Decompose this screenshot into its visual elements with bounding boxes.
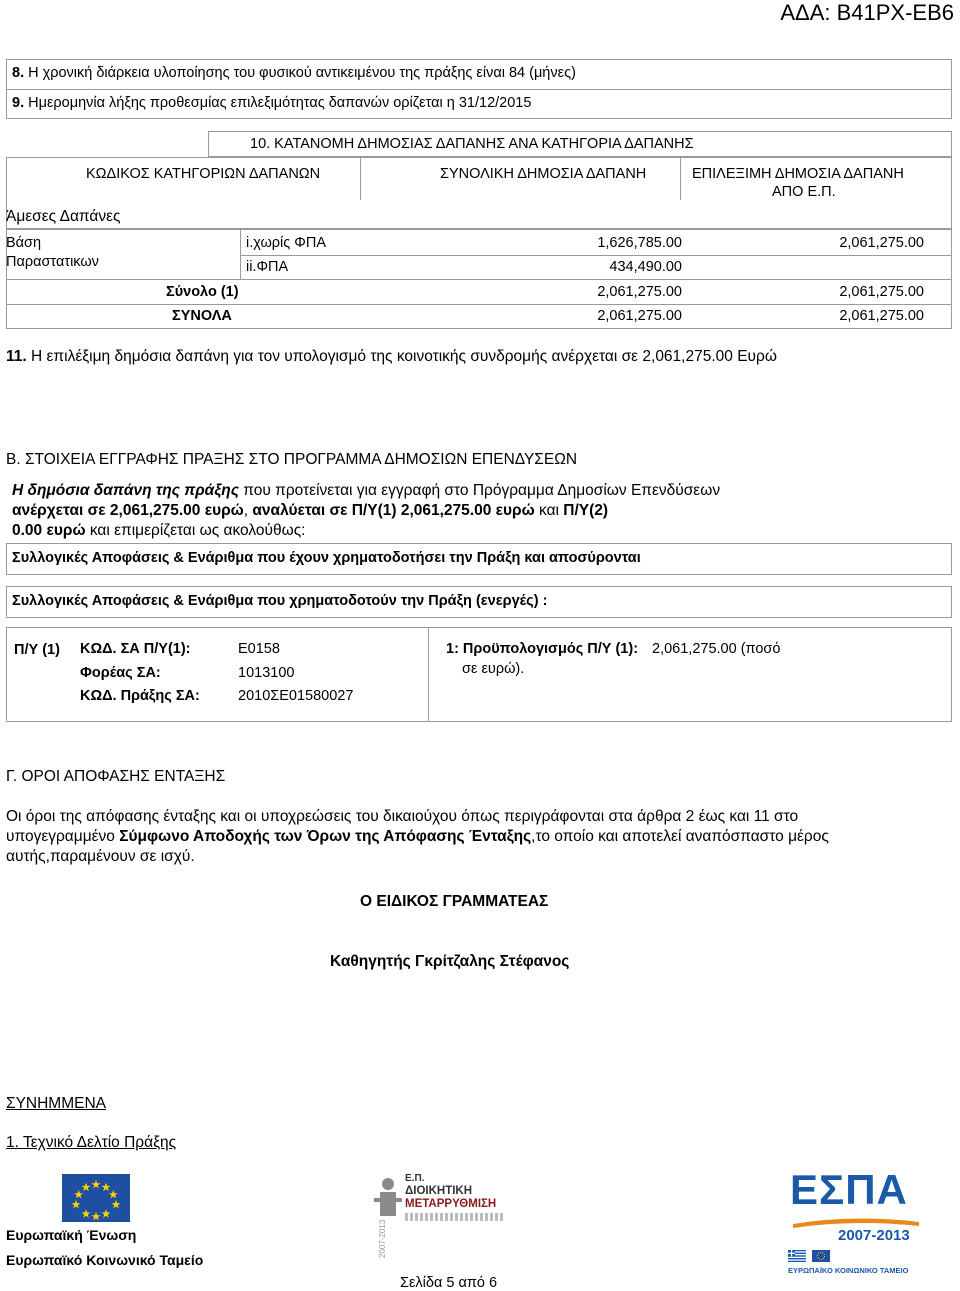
direct-costs-label: Άμεσες Δαπάνες (6, 208, 121, 225)
withdrawn-decisions-label: Συλλογικές Αποφάσεις & Ενάριθμα που έχουν χρηματοδοτήσει την Πράξη και αποσύρονται (12, 550, 641, 566)
page-number: Σελίδα 5 από 6 (400, 1275, 498, 1291)
col-category-header: ΚΩΔΙΚΟΣ ΚΑΤΗΓΟΡΙΩΝ ΔΑΠΑΝΩΝ (86, 166, 321, 182)
section-c-title: Γ. ΟΡΟΙ ΑΠΟΦΑΣΗΣ ΕΝΤΑΞΗΣ (6, 768, 226, 785)
row-label: i.χωρίς ΦΠΑ (246, 235, 326, 251)
grand-total-eligible: 2,061,275.00 (839, 308, 924, 324)
signatory-role: Ο ΕΙΔΙΚΟΣ ΓΡΑΜΜΑΤΕΑΣ (360, 893, 549, 910)
section-c-line-1: Οι όροι της απόφασης ένταξης και οι υποχρεώσεις του δικαιούχου όπως περιγράφονται στα άρθρα 2 έως και 11 στο (6, 808, 799, 825)
section-b-paragraph-2: ανέρχεται σε 2,061,275.00 ευρώ, αναλύεται σε Π/Υ(1) 2,061,275.00 ευρώ και Π/Υ(2) (12, 502, 609, 519)
espa-fund: ΕΥΡΩΠΑΪΚΟ ΚΟΙΝΩΝΙΚΟ ΤΑΜΕΙΟ (788, 1266, 909, 1275)
item-8: 8. Η χρονική διάρκεια υλοποίησης του φυσικού αντικειμένου της πράξης είναι 84 (μήνες) (12, 65, 576, 81)
attachments-title: ΣΥΝΗΜΜΕΝΑ (6, 1095, 107, 1112)
subtotal-total: 2,061,275.00 (597, 284, 682, 300)
section-b-paragraph-3: 0.00 ευρώ και επιμερίζεται ως ακολούθως: (12, 522, 306, 539)
kod-sa-value: Ε0158 (238, 641, 280, 657)
proyp-value-2: σε ευρώ). (462, 661, 525, 677)
ep-years: 2007-2013 (378, 1219, 387, 1258)
signatory-name: Καθηγητής Γκρίτζαλης Στέφανος (330, 953, 570, 970)
base-label-2: Παραστατικων (6, 254, 99, 270)
section-c-line-2: υπογεγραμμένο Σύμφωνο Αποδοχής των Όρων της Απόφασης Ένταξης,το οποίο και αποτελεί αναπόσπαστο μέρος (6, 828, 829, 845)
ep-decoration (405, 1213, 505, 1221)
item-11: 11. Η επιλέξιμη δημόσια δαπάνη για τον υπολογισμό της κοινοτικής συνδρομής ανέρχεται σε 2,061,275.00 Ευρώ (6, 348, 777, 365)
section-b-title: Β. ΣΤΟΙΧΕΙΑ ΕΓΓΡΑΦΗΣ ΠΡΑΞΗΣ ΣΤΟ ΠΡΟΓΡΑΜΜΑ ΔΗΜΟΣΙΩΝ ΕΠΕΝΔΥΣΕΩΝ (6, 451, 578, 468)
eu-small-flag-icon (812, 1250, 830, 1262)
row-eligible: 2,061,275.00 (839, 235, 924, 251)
col-eligible-header-2: ΑΠΟ Ε.Π. (772, 184, 836, 200)
espa-years: 2007-2013 (838, 1227, 910, 1244)
row-total: 1,626,785.00 (597, 235, 682, 251)
subtotal-label: Σύνολο (1) (166, 284, 239, 300)
ep-title-1: ΔΙΟΙΚΗΤΙΚΗ (405, 1185, 473, 1197)
ada-code: ΑΔΑ: Β41ΡΧ-ΕΒ6 (780, 0, 954, 25)
foreas-label: Φορέας ΣΑ: (80, 665, 161, 681)
kod-sa-label: ΚΩΔ. ΣΑ Π/Υ(1): (80, 641, 191, 657)
proyp-value: 2,061,275.00 (ποσό (652, 641, 781, 657)
grand-total-label: ΣΥΝΟΛΑ (172, 308, 232, 324)
attachment-item: 1. Τεχνικό Δελτίο Πράξης (6, 1134, 177, 1151)
item-9: 9. Ημερομηνία λήξης προθεσμίας επιλεξιμότητας δαπανών ορίζεται η 31/12/2015 (12, 95, 532, 111)
row-label: ii.ΦΠΑ (246, 259, 289, 275)
grand-total-total: 2,061,275.00 (597, 308, 682, 324)
eu-label-2: Ευρωπαϊκό Κοινωνικό Ταμείο (6, 1252, 204, 1268)
ep-small-label: Ε.Π. (405, 1173, 425, 1184)
proyp-label: 1: Προϋπολογισμός Π/Υ (1): (446, 641, 639, 657)
subtotal-eligible: 2,061,275.00 (839, 284, 924, 300)
eu-label-1: Ευρωπαϊκή Ένωση (6, 1227, 137, 1243)
col-eligible-header-1: ΕΠΙΛΕΞΙΜΗ ΔΗΜΟΣΙΑ ΔΑΠΑΝΗ (692, 166, 904, 182)
base-label-1: Βάση (6, 235, 42, 251)
kod-praxis-label: ΚΩΔ. Πράξης ΣΑ: (80, 688, 200, 704)
foreas-value: 1013100 (238, 665, 295, 681)
row-total: 434,490.00 (609, 259, 682, 275)
greek-flag-icon (788, 1250, 806, 1262)
ep-title-2: ΜΕΤΑΡΡΥΘΜΙΣΗ (405, 1198, 497, 1210)
col-total-header: ΣΥΝΟΛΙΚΗ ΔΗΜΟΣΙΑ ΔΑΠΑΝΗ (440, 166, 647, 182)
eu-flag-logo (62, 1174, 130, 1222)
budget-py: Π/Υ (1) (14, 642, 60, 658)
section-b-paragraph-1: Η δημόσια δαπάνη της πράξης που προτείνεται για εγγραφή στο Πρόγραμμα Δημοσίων Επενδύσεων (12, 482, 721, 499)
active-decisions-label: Συλλογικές Αποφάσεις & Ενάριθμα που χρηματοδοτούν την Πράξη (ενεργές) : (12, 593, 548, 609)
espa-logo-title: ΕΣΠΑ (790, 1166, 908, 1213)
allocation-title: 10. ΚΑΤΑΝΟΜΗ ΔΗΜΟΣΙΑΣ ΔΑΠΑΝΗΣ ΑΝΑ ΚΑΤΗΓΟΡΙΑ ΔΑΠΑΝΗΣ (250, 136, 694, 152)
section-c-line-3: αυτής,παραμένουν σε ισχύ. (6, 848, 195, 865)
kod-praxis-value: 2010ΣΕ01580027 (238, 688, 354, 704)
